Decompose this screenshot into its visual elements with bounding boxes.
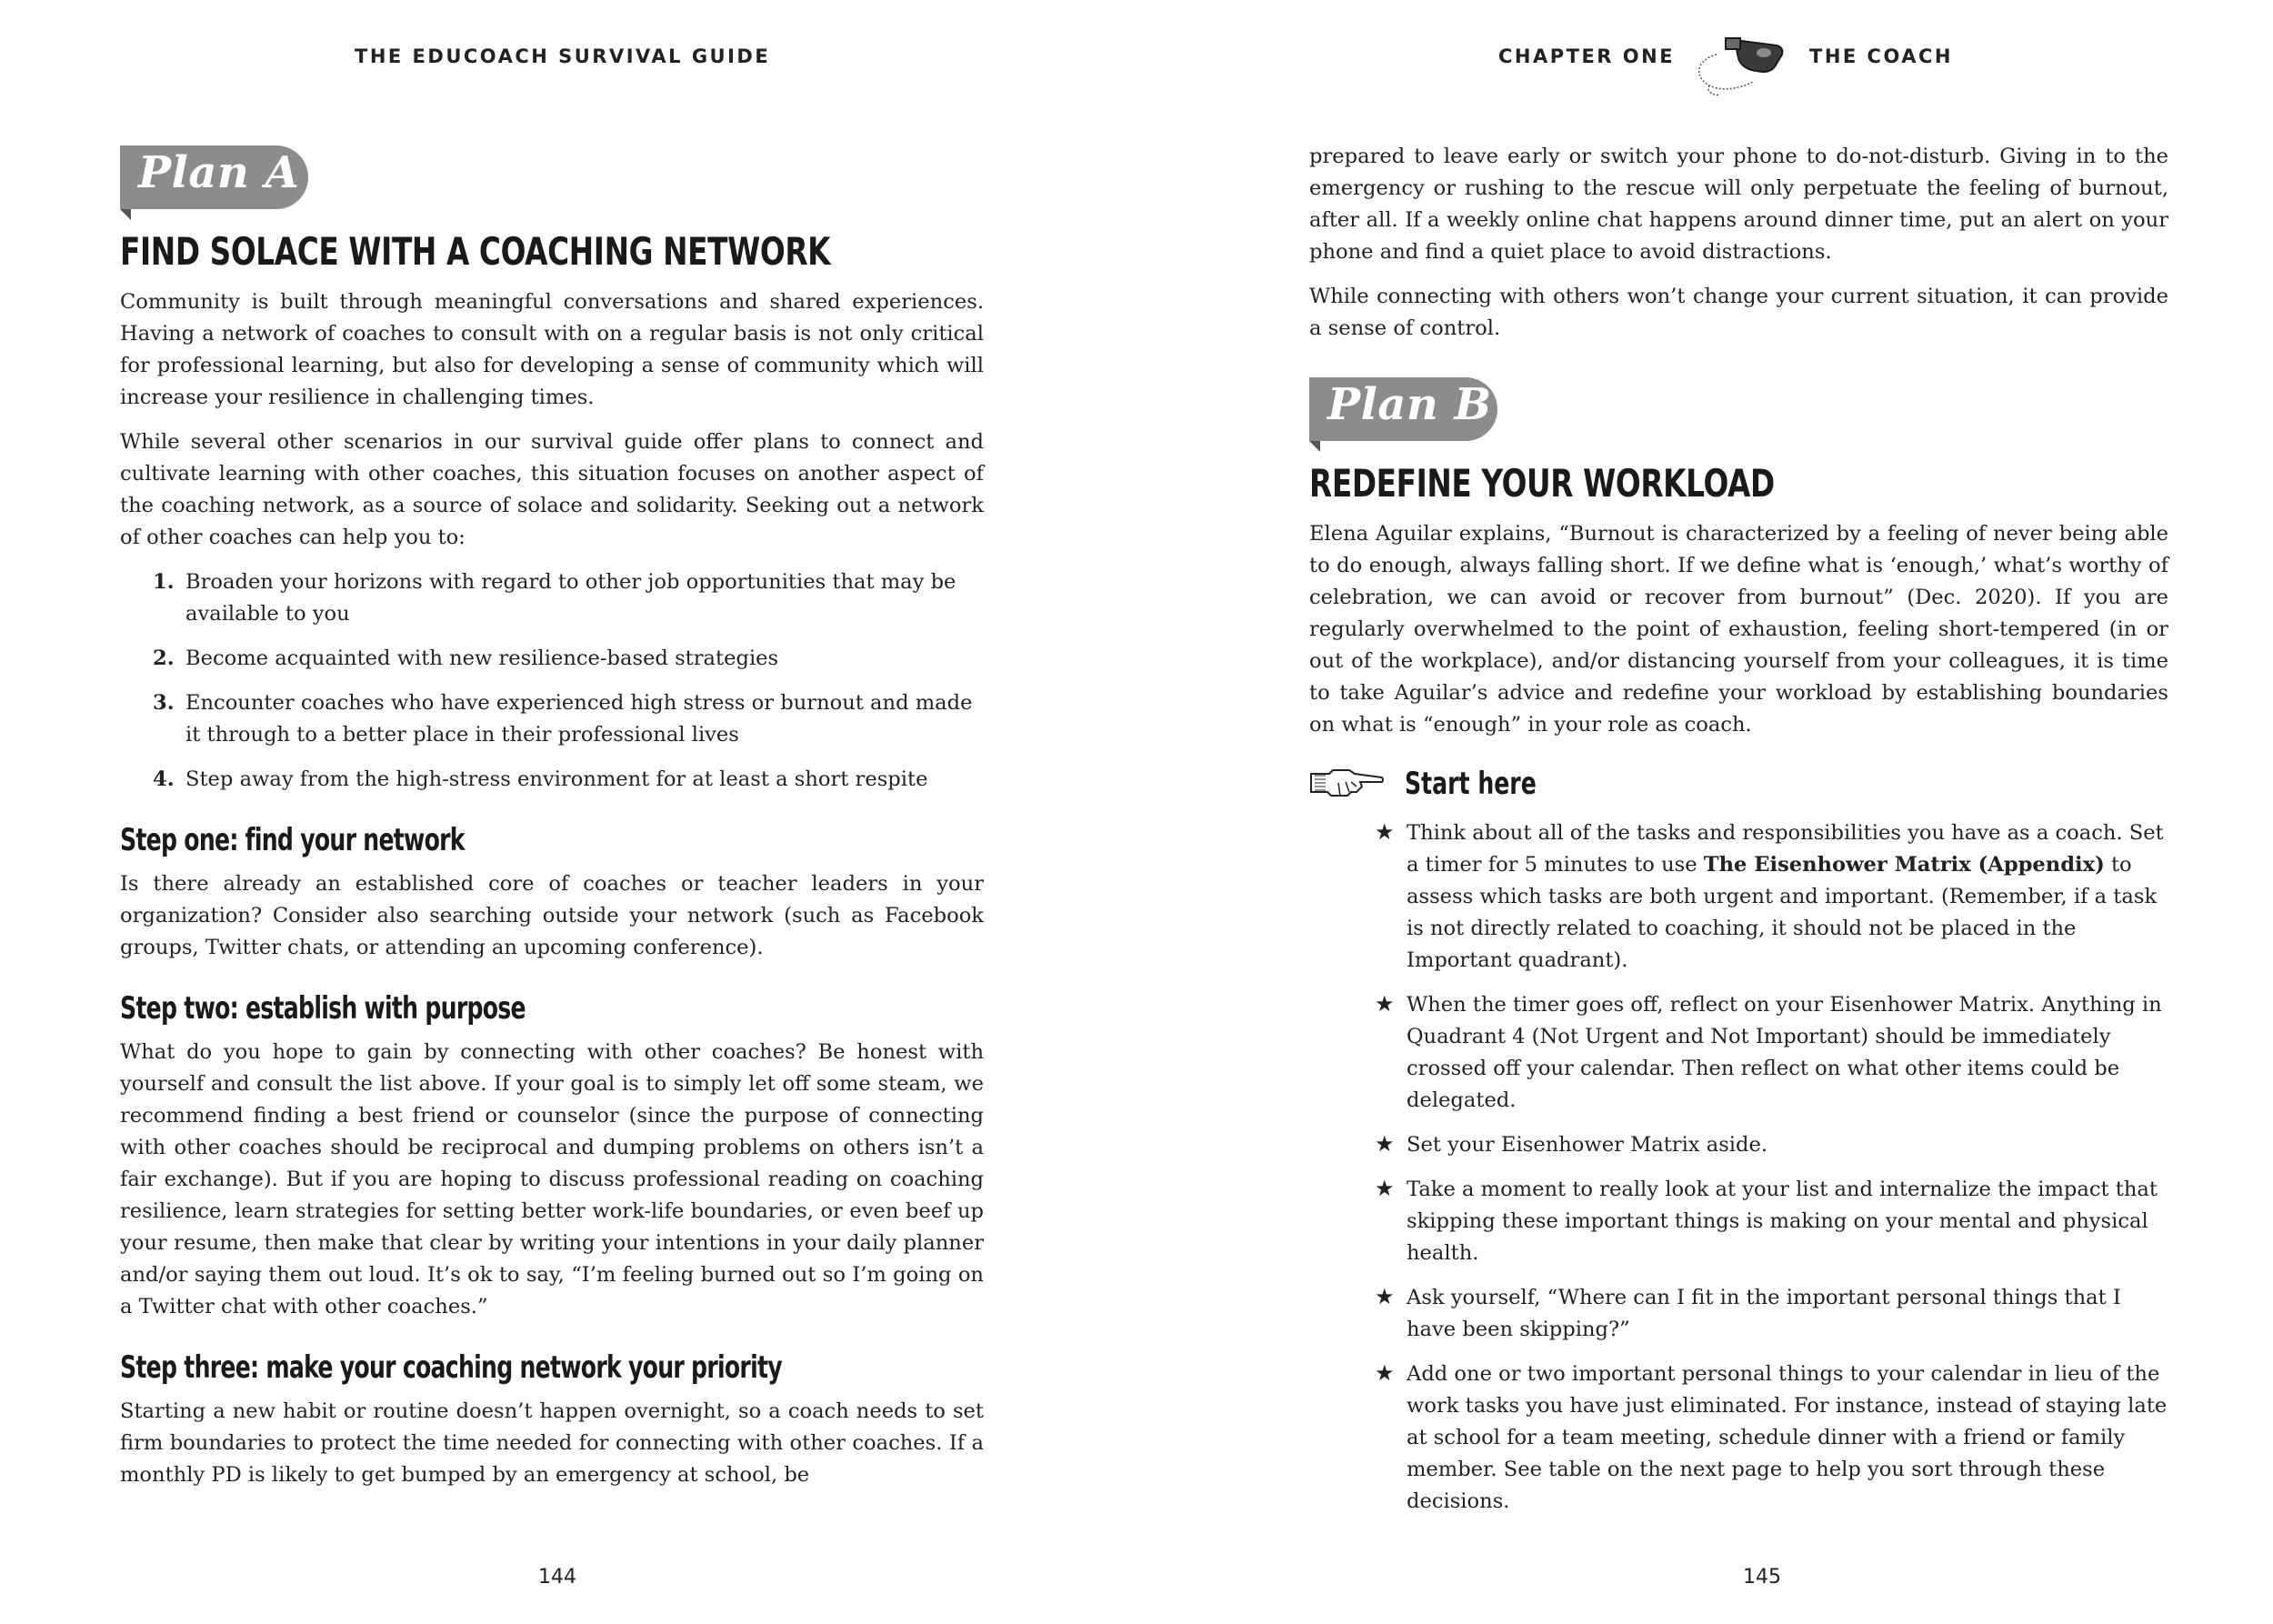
list-item [120, 687, 984, 751]
list-item-text: When the timer goes off, reflect on your Eisenhower Matrix. Anything in Quadrant 4 (Not Urgent and Not Important) should be immediately crossed off your calendar. Then reflect on what other items could be delegated. [1407, 993, 2162, 1112]
star-bullet-icon: ★ [1375, 991, 1395, 1017]
step-one-paragraph: Is there already an established core of coaches or teacher leaders in your organization? Consider also searching outside your network (such as Facebook groups, Twitter chats, or attending an upcoming conference). [120, 872, 984, 959]
list-item-text: Add one or two important personal things to your calendar in lieu of the work tasks you have just eliminated. For instance, instead of staying late at school for a team meeting, schedule dinner with a friend or family member. See table on the next page to help you sort through these decisions. [1407, 1362, 2168, 1513]
step-one-heading: Step one: find your network [120, 822, 465, 858]
plan-tag-label: Plan A [138, 147, 300, 198]
continued-paragraph-2: While connecting with others won’t change your current situation, it can provide a sense of control. [1309, 285, 2168, 340]
star-bullet-icon: ★ [1375, 1284, 1395, 1309]
plan-tag-label: Plan B [1327, 379, 1492, 430]
star-bullet-icon: ★ [1375, 1176, 1395, 1201]
whistle-icon [1689, 27, 1789, 100]
start-here-label: Start here [1405, 766, 1537, 802]
pointing-hand-icon [1309, 765, 1384, 801]
benefits-list [120, 566, 984, 796]
list-item-text: to assess which tasks are both urgent and important. (Remember, if a task is not directly related to coaching, it should not be placed in the Important quadrant). [1407, 853, 2158, 972]
step-three-paragraph: Starting a new habit or routine doesn’t happen overnight, so a coach needs to set firm boundaries to protect the time needed for connecting with other coaches. If a monthly PD is likely to get bumped by an emergency at school, be [120, 1399, 984, 1487]
list-item [1309, 1129, 2168, 1161]
list-item-text: Become acquainted with new resilience-based strategies [185, 647, 779, 670]
intro-paragraph: Elena Aguilar explains, “Burnout is characterized by a feeling of never being able to do enough, always falling short. If we define what is ‘enough,’ what’s worthy of celebration, we can avoid or recover from burnout” (Dec. 2020). If you are regularly overwhelmed to the point of exhaustion, feeling short-tempered (in or out of the workplace), and/or distancing yourself from your colleagues, it is time to take Aguilar’s advice and redefine your workload by establishing boundaries on what is “enough” in your role as coach. [1309, 522, 2168, 737]
plan-b-tag [1309, 377, 2168, 446]
action-steps-list [1309, 817, 2168, 1518]
list-item [1309, 989, 2168, 1117]
list-item [1309, 1174, 2168, 1269]
running-head-chapter-title: THE COACH [1809, 45, 1953, 67]
page-number: 145 [1743, 1566, 1781, 1589]
step-three-heading: Step three: make your coaching network your priority [120, 1349, 782, 1386]
list-item-text: Set your Eisenhower Matrix aside. [1407, 1133, 1768, 1157]
eisenhower-matrix-reference: The Eisenhower Matrix (Appendix) [1703, 853, 2105, 877]
list-item-text: Take a moment to really look at your list and internalize the impact that skipping these important things is making on your mental and physical health. [1407, 1178, 2158, 1265]
list-number: 2. [153, 647, 175, 670]
right-page [1136, 0, 2273, 1624]
left-content [120, 145, 984, 1504]
list-item-text: Broaden your horizons with regard to other job opportunities that may be available to you [185, 570, 956, 626]
star-bullet-icon: ★ [1375, 1131, 1395, 1157]
list-item-text: Step away from the high-stress environment for at least a short respite [185, 767, 928, 791]
list-item-text: Encounter coaches who have experienced high stress or burnout and made it through to a better place in their professional lives [185, 691, 973, 747]
section-heading: REDEFINE YOUR WORKLOAD [1309, 461, 1775, 506]
list-item-text: Ask yourself, “Where can I fit in the important personal things that I have been skipping?” [1407, 1286, 2121, 1341]
step-two-paragraph: What do you hope to gain by connecting with other coaches? Be honest with yourself and consult the list above. If your goal is to simply let off some steam, we recommend finding a best friend or counselor (since the purpose of connecting with other coaches should be reciprocal and dumping problems on others isn’t a fair exchange). But if you are hoping to discuss professional reading on coaching resilience, learn strategies for setting better work-life boundaries, or even beef up your resume, then make that clear by writing your intentions in your daily planner and/or saying them out loud. It’s ok to say, “I’m feeling burned out so I’m going on a Twitter chat with other coaches.” [120, 1040, 984, 1318]
plan-tag-fold [1309, 441, 1320, 452]
list-number: 3. [153, 691, 175, 715]
list-item [1309, 817, 2168, 977]
intro-paragraph-2: While several other scenarios in our survival guide offer plans to connect and cultivate learning with other coaches, this situation focuses on another aspect of the coaching network, as a source of solace and solidarity. Seeking out a network of other coaches can help you to: [120, 430, 984, 549]
list-item [1309, 1358, 2168, 1518]
continued-paragraph-1: prepared to leave early or switch your phone to do-not-disturb. Giving in to the emergency or rushing to the rescue will only perpetuate the feeling of burnout, after all. If a weekly online chat happens around dinner time, put an alert on your phone and find a quiet place to avoid distractions. [1309, 145, 2168, 264]
list-number: 1. [153, 570, 175, 594]
right-content [1309, 141, 2168, 1530]
star-bullet-icon: ★ [1375, 819, 1395, 845]
page-number: 144 [538, 1566, 576, 1589]
list-item [120, 566, 984, 630]
list-number: 4. [153, 767, 175, 791]
star-bullet-icon: ★ [1375, 1360, 1395, 1386]
running-head-chapter: CHAPTER ONE [1498, 45, 1676, 67]
running-head-book-title: THE EDUCOACH SURVIVAL GUIDE [355, 45, 771, 67]
left-page [0, 0, 1136, 1624]
list-item [120, 764, 984, 796]
plan-tag-fold [120, 209, 131, 220]
start-here-heading [1309, 763, 2168, 808]
list-item-text: Think about all of the tasks and responsibilities you have as a coach. Set a timer for 5 minutes to use [1407, 821, 2164, 877]
intro-paragraph-1: Community is built through meaningful conversations and shared experiences. Having a network of coaches to consult with on a regular basis is not only critical for professional learning, but also for developing a sense of community which will increase your resilience in challenging times. [120, 290, 984, 409]
step-two-heading: Step two: establish with purpose [120, 990, 526, 1027]
list-item [1309, 1282, 2168, 1346]
list-item [120, 643, 984, 675]
section-heading: FIND SOLACE WITH A COACHING NETWORK [120, 229, 831, 274]
plan-a-tag [120, 145, 984, 214]
